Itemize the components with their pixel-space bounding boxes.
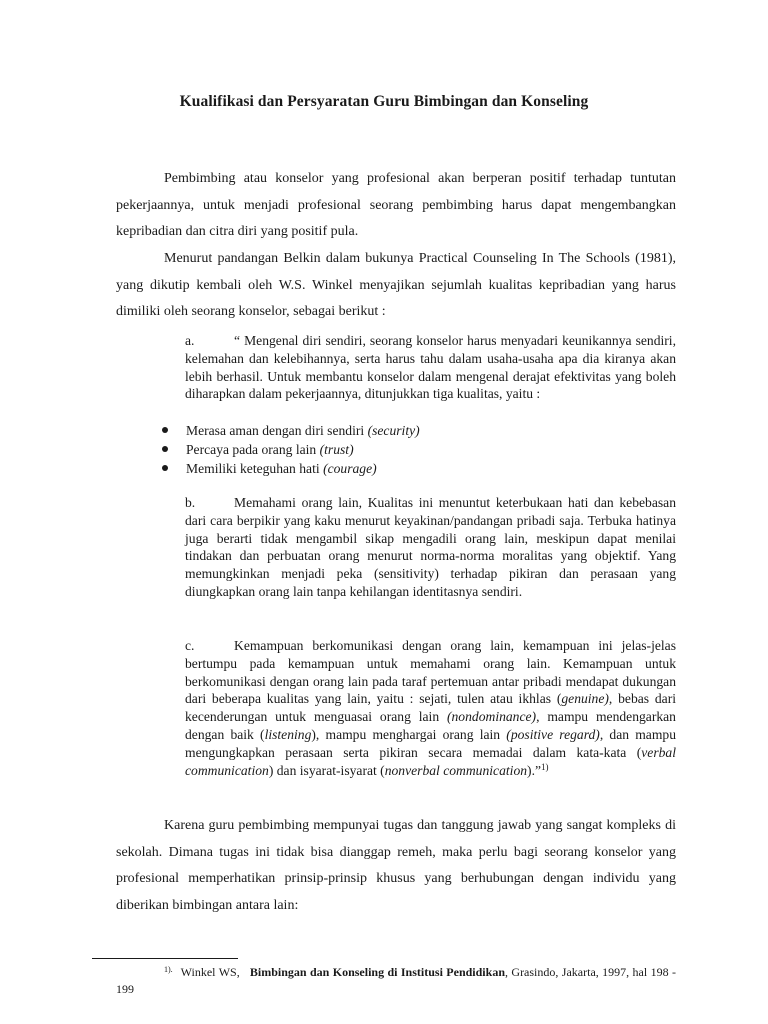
item-c-term: nonverbal communication	[384, 762, 528, 778]
item-c-marker: c.	[185, 638, 195, 653]
item-c-term: listening	[264, 726, 312, 742]
item-c-term: (positive regard)	[506, 726, 600, 742]
item-c-text: , mampu mendengarkan dengan baik (	[185, 709, 676, 742]
bullet-icon	[162, 427, 168, 433]
item-c-text: , dan mampu mengungkapkan perasaan serta pikiran secara memadai dalam kata-kata (	[185, 726, 677, 760]
item-c	[185, 637, 676, 779]
item-c-term: verbal communication	[185, 744, 676, 778]
item-b-text: Memahami orang lain, Kualitas ini menuntut keterbukaan hati dan kebebasan dari cara berpikir yang kaku menurut keyakinan/pandangan pribadi saja. Terbuka hatinya juga berarti tidak mengambil sikap mengadili orang lain, meskipun dapat menilai tindakan dan perbuatan orang menurut norma-norma moralitas yang objektif. Yang memungkinkan menjadi peka (sensitivity) terhadap pikiran dan perasaan yang diungkapkan orang lain tanpa kehilangan identitasnya sendiri.	[185, 495, 676, 599]
bullet-term: (security)	[367, 423, 420, 438]
item-b	[185, 494, 676, 601]
footnote-mark: 1).	[164, 965, 173, 974]
bullet-term: (trust)	[319, 442, 354, 458]
footnote-reference: 1)	[541, 761, 549, 772]
item-c-term: (nondominance)	[446, 709, 537, 725]
bullet-text: Percaya pada orang lain	[186, 442, 317, 458]
item-c-term: genuine)	[561, 691, 609, 707]
item-c-text: ) dan isyarat-isyarat (	[268, 762, 385, 778]
bullet-icon	[162, 465, 168, 471]
item-c-text: Kemampuan berkomunikasi dengan orang lain, kemampuan ini jelas-jelas bertumpu pada kemampuan untuk memahami orang lain. Kemampuan untuk berkomunikasi dengan orang lain pada taraf pertemuan antar pribadi mendapat dukungan dari beberapa kualitas yang lain, yaitu : sejati, tulen atau ikhlas (	[185, 638, 676, 707]
paragraph-belkin: Menurut pandangan Belkin dalam bukunya Practical Counseling In The Schools (1981), yang dikutip kembali oleh W.S. Winkel menyajikan sejumlah kualitas kepribadian yang harus dimiliki oleh seorang konselor, sebagai berikut :	[116, 251, 676, 320]
paragraph-closing: Karena guru pembimbing mempunyai tugas dan tanggung jawab yang sangat kompleks di sekolah. Dimana tugas ini tidak bisa dianggap remeh, maka perlu bagi seorang konselor yang profesional memperhatikan prinsip-prinsip khusus yang berhubungan dengan individu yang diberikan bimbingan antara lain:	[116, 818, 676, 914]
bullet-icon	[162, 446, 168, 452]
footnote-details: , Grasindo, Jakarta, 1997, hal 198 - 199	[116, 965, 677, 996]
list-item	[160, 421, 680, 440]
item-c-text: , bebas dari kecenderungan untuk menguasai orang lain	[185, 691, 677, 725]
footnote-divider	[92, 958, 238, 959]
item-a	[185, 332, 676, 403]
item-c-text: ).”	[527, 762, 542, 778]
page-title: Kualifikasi dan Persyaratan Guru Bimbingan dan Konseling	[179, 93, 589, 110]
item-c-text: ), mampu menghargai orang lain	[311, 726, 507, 742]
paragraph-intro: Pembimbing atau konselor yang profesional akan berperan positif terhadap tuntutan pekerjaannya, untuk menjadi profesional seorang pembimbing harus dapat mengembangkan kepribadian dan citra diri yang positif pula.	[116, 171, 676, 240]
bullet-text: Memiliki keteguhan hati	[186, 461, 320, 477]
bullet-text: Merasa aman dengan diri sendiri	[186, 423, 365, 438]
footnote-book-title: Bimbingan dan Konseling di Institusi Pendidikan	[249, 965, 505, 979]
item-a-text: “ Mengenal diri sendiri, seorang konselor harus menyadari keunikannya sendiri, kelemahan dan kelebihannya, serta harus tahu dalam usaha-usaha apa dia kiranya akan lebih berhasil. Untuk membantu konselor dalam mengenal derajat efektivitas yang boleh diharapkan dalam pekerjaannya, ditunjukkan tiga kualitas, yaitu :	[185, 333, 676, 402]
item-a-marker: a.	[185, 333, 195, 348]
list-item	[160, 459, 680, 478]
list-item	[160, 440, 680, 459]
footnote-author: Winkel WS,	[180, 965, 240, 979]
qualities-list	[160, 421, 680, 479]
bullet-term: (courage)	[323, 461, 377, 477]
footnote	[116, 962, 676, 997]
item-b-marker: b.	[185, 495, 196, 510]
